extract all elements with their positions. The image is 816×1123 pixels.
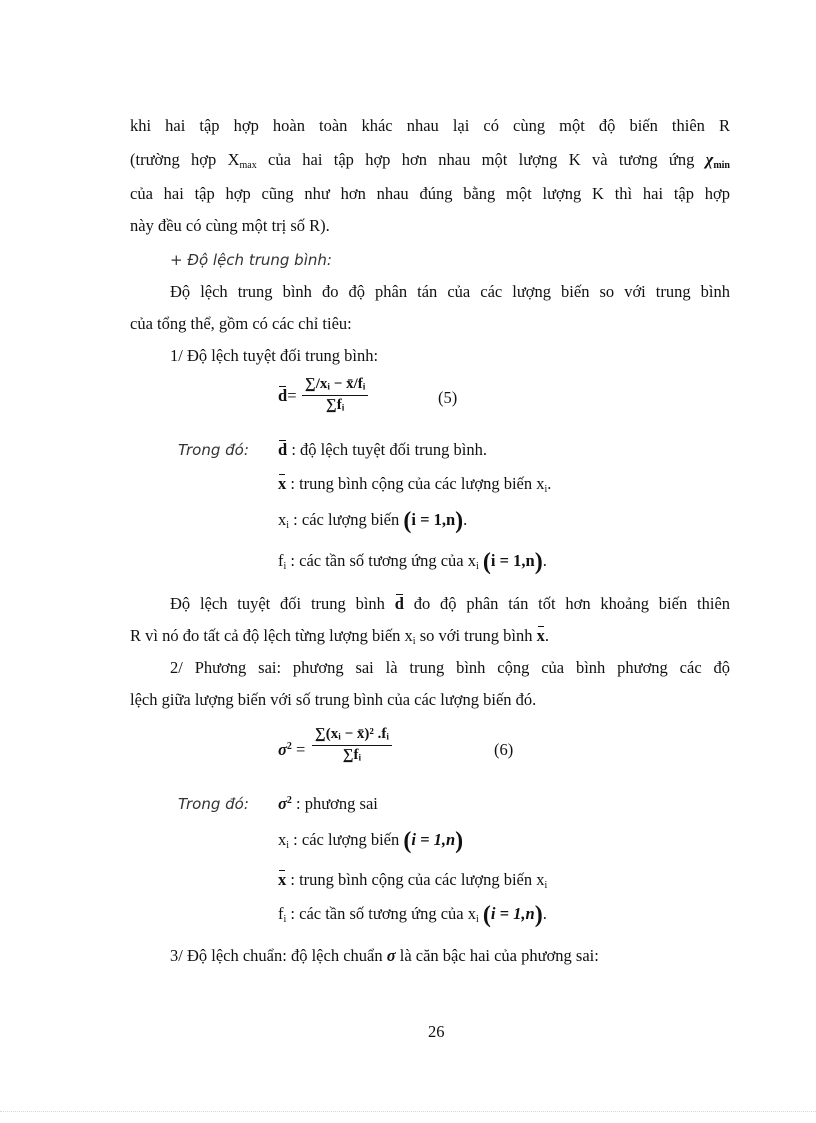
item-title: 1/ Độ lệch tuyệt đối trung bình:: [170, 346, 379, 365]
formula-number: (5): [438, 388, 458, 407]
text-line: này đều có cùng một trị số R).: [130, 216, 330, 235]
page-edge-divider: [0, 1111, 816, 1112]
text-line: R vì nó đo tất cả độ lệch từng lượng biến $x_i$ so với trung bình x.: [130, 626, 549, 647]
formula-number: (6): [494, 740, 514, 759]
where-label: Trong đó:: [178, 441, 249, 459]
item-title: 3/ Độ lệch chuẩn: độ lệch chuẩn σ là căn bậc hai của phương sai:: [170, 946, 599, 965]
section-heading: + Độ lệch trung bình:: [170, 251, 332, 269]
page-number: 26: [428, 1022, 445, 1041]
text-line: khi hai tập hợp hoàn toàn khác nhau lại có cùng một độ biến thiên R: [130, 116, 730, 135]
definition-line: $x_i$ : các lượng biến (i = 1,n): [278, 828, 464, 854]
formula-5-fraction: $\frac{\text{∑/xᵢ − x̄/fᵢ}}{\text{∑fᵢ}}$: [302, 376, 368, 414]
formula-6-lhs: $\sigma^2$ =: [278, 740, 306, 759]
definition-line: d : độ lệch tuyệt đối trung bình.: [278, 440, 487, 459]
definition-line: x : trung bình cộng của các lượng biến $x_i$.: [278, 474, 552, 495]
definition-line: $\sigma^2$ : phương sai: [278, 794, 378, 813]
definition-line: $x_i$ : các lượng biến (i = 1,n).: [278, 508, 468, 534]
definition-line: $f_i$ : các tần số tương ứng của $x_i$ (i = 1,n).: [278, 902, 547, 928]
where-label: Trong đó:: [178, 795, 249, 813]
definition-line: $f_i$ : các tần số tương ứng của $x_i$ (i = 1,n).: [278, 549, 547, 575]
text-line: Độ lệch trung bình đo độ phân tán của các lượng biến so với trung bình: [170, 282, 730, 301]
formula-6-fraction: $\frac{\text{∑(xᵢ − x̄)² .fᵢ}}{\text{∑fᵢ}}$: [312, 726, 392, 764]
formula-5-lhs: d=: [278, 386, 297, 405]
text-line: của tổng thể, gồm có các chỉ tiêu:: [130, 314, 352, 333]
text-line: Độ lệch tuyệt đối trung bình d đo độ phân tán tốt hơn khoảng biến thiên: [170, 594, 731, 613]
definition-line: x : trung bình cộng của các lượng biến $x_i$: [278, 870, 548, 891]
text-line: lệch giữa lượng biến với số trung bình của các lượng biến đó.: [130, 690, 537, 709]
text-line: (trường hợp $X_{max}$ của hai tập hợp hơn nhau một lượng K và tương ứng $\chi_{min}$: [130, 150, 730, 171]
text-line: của hai tập hợp cũng như hơn nhau đúng bằng một lượng K thì hai tập hợp: [130, 184, 730, 203]
text-line: 2/ Phương sai: phương sai là trung bình cộng của bình phương các độ: [170, 658, 730, 677]
